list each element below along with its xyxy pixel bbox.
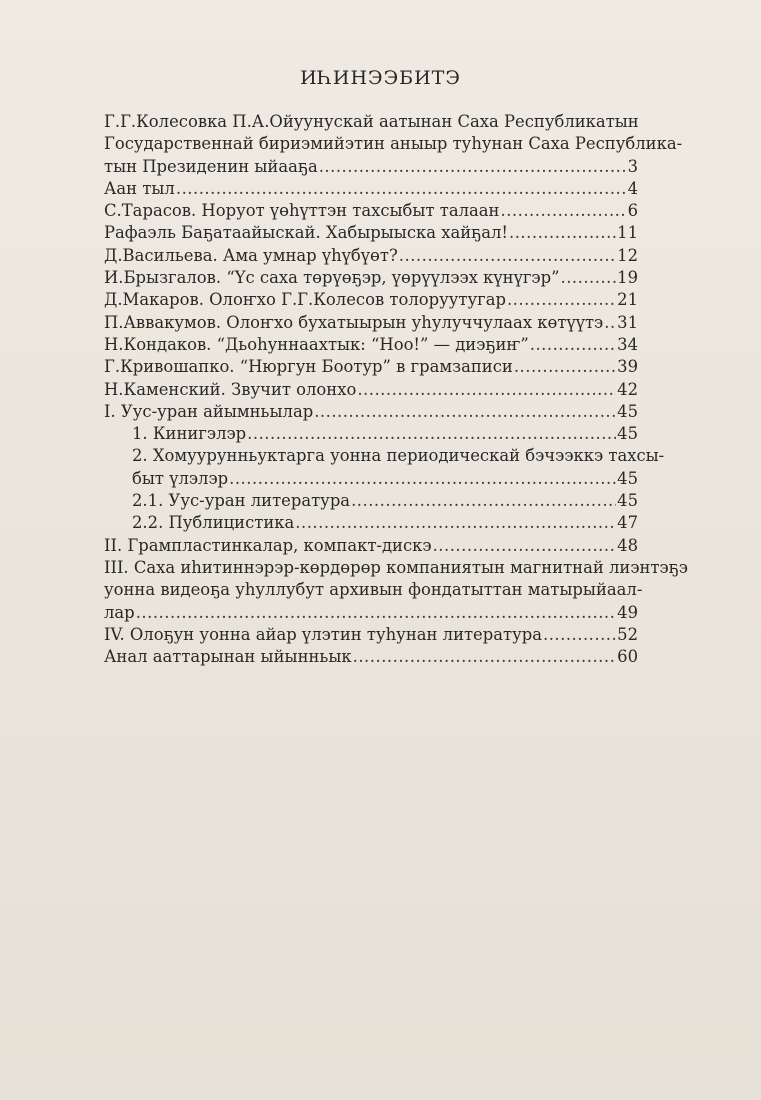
toc-entry-title: I. Уус-уран айымньылар bbox=[104, 401, 314, 421]
toc-page-number: 39 bbox=[617, 357, 638, 377]
toc-leader-dots bbox=[509, 222, 616, 244]
toc-entry-title: II. Грампластинкалар, компакт-дискэ bbox=[104, 535, 432, 555]
toc-entry bbox=[104, 602, 638, 624]
toc-entry bbox=[104, 267, 638, 289]
toc-entry bbox=[104, 312, 638, 334]
toc-page-number: 52 bbox=[617, 624, 638, 644]
toc-entry-title: Д.Васильева. Ама умнар үһүбүөт? bbox=[104, 245, 398, 265]
toc-page-number: 19 bbox=[617, 268, 638, 288]
toc-leader-dots bbox=[319, 156, 627, 178]
toc-page-number: 48 bbox=[617, 535, 638, 555]
toc-page-number: 42 bbox=[617, 379, 638, 399]
toc-entry bbox=[104, 245, 638, 267]
toc-page-number: 12 bbox=[617, 245, 638, 265]
toc-entry bbox=[104, 178, 638, 200]
toc-page-number: 3 bbox=[627, 156, 638, 176]
toc-entry-line: 2. Хомуурунньуктарга уонна периодическай бэчээккэ тахсы- bbox=[132, 446, 665, 466]
toc-page-number: 11 bbox=[617, 223, 638, 243]
toc-entry-title: Н.Каменский. Звучит олонхо bbox=[104, 379, 357, 399]
toc-entry bbox=[104, 401, 638, 423]
toc-entry-line: Г.Г.Колесовка П.А.Ойуунускай аатынан Саха Республикатын bbox=[104, 112, 639, 131]
toc-leader-dots bbox=[176, 178, 627, 200]
toc-entry bbox=[104, 156, 638, 178]
toc-page-number: 45 bbox=[617, 468, 638, 488]
toc-leader-dots bbox=[604, 312, 616, 334]
toc-entry-title: 2.2. Публицистика bbox=[132, 513, 295, 533]
toc-leader-dots bbox=[399, 245, 616, 267]
toc-leader-dots bbox=[353, 646, 617, 668]
toc-page-number: 47 bbox=[617, 513, 638, 533]
toc-entry bbox=[104, 468, 638, 490]
toc-entry-title: тын Президенин ыйааҕа bbox=[104, 156, 318, 176]
toc-entry bbox=[104, 490, 638, 512]
toc-entry-title: 2.1. Уус-уран литература bbox=[132, 491, 351, 511]
toc-leader-dots bbox=[314, 401, 616, 423]
toc-entry-title: Н.Кондаков. “Дьоһуннаахтык: “Ноо!” — диэҕиҥ” bbox=[104, 334, 529, 354]
table-of-contents bbox=[104, 111, 688, 668]
toc-leader-dots bbox=[357, 379, 616, 401]
toc-leader-dots bbox=[507, 289, 616, 311]
toc-leader-dots bbox=[351, 490, 616, 512]
toc-entry-title: Аан тыл bbox=[104, 178, 175, 198]
toc-entry bbox=[104, 356, 638, 378]
toc-leader-dots bbox=[514, 356, 616, 378]
toc-page-number: 49 bbox=[617, 602, 638, 622]
toc-entry-title: П.Аввакумов. Олоҥхо бухатыырын уһулуччулаах көтүүтэ bbox=[104, 312, 604, 332]
toc-entry-title: Анал ааттарынан ыйынньык bbox=[104, 647, 352, 667]
toc-page-number: 60 bbox=[617, 647, 638, 667]
toc-entry bbox=[104, 624, 638, 646]
toc-entry bbox=[104, 512, 638, 534]
toc-entry-line: III. Саха иһитиннэрэр-көрдөрөр компаниятын магнитнай лиэнтэҕэ bbox=[104, 557, 688, 577]
toc-entry-title: Г.Кривошапко. “Нюргун Боотур” в грамзаписи bbox=[104, 357, 513, 377]
toc-page-number: 4 bbox=[627, 178, 638, 198]
toc-leader-dots bbox=[247, 423, 616, 445]
toc-entry bbox=[104, 200, 638, 222]
toc-page-number: 21 bbox=[617, 290, 638, 310]
toc-entry-line: уонна видеоҕа уһуллубут архивын фондатыттан матырыйаал- bbox=[104, 580, 643, 600]
page-title: ИҺИНЭЭБИТЭ bbox=[300, 67, 461, 89]
toc-leader-dots bbox=[500, 200, 626, 222]
toc-page-number: 34 bbox=[617, 334, 638, 354]
toc-entry bbox=[104, 222, 638, 244]
toc-page-number: 45 bbox=[617, 401, 638, 421]
toc-page-number: 45 bbox=[617, 424, 638, 444]
toc-entry-title: И.Брызгалов. “Үс саха төрүөҕэр, үөрүүлээх күнүгэр” bbox=[104, 268, 560, 288]
toc-page-number: 45 bbox=[617, 491, 638, 511]
toc-leader-dots bbox=[136, 602, 616, 624]
toc-leader-dots bbox=[295, 512, 616, 534]
toc-entry-title: Рафаэль Баҕатаайыскай. Хабырыыска хайҕал! bbox=[104, 223, 509, 243]
toc-leader-dots bbox=[433, 535, 617, 557]
toc-entry bbox=[104, 289, 638, 311]
toc-leader-dots bbox=[530, 334, 616, 356]
toc-entry bbox=[104, 535, 638, 557]
toc-entry-title: 1. Кинигэлэр bbox=[132, 424, 247, 444]
toc-entry-line: Государственнай бириэмийэтин аныыр туһунан Саха Республика- bbox=[104, 134, 683, 154]
toc-leader-dots bbox=[543, 624, 616, 646]
toc-entry bbox=[104, 646, 638, 668]
toc-entry bbox=[104, 334, 638, 356]
toc-entry-title: С.Тарасов. Норуот үөһүттэн тахсыбыт талаан bbox=[104, 201, 500, 221]
toc-entry-title: IV. Oлоҕун уонна айар үлэтин туһунан литература bbox=[104, 624, 542, 644]
toc-leader-dots bbox=[229, 468, 616, 490]
toc-page-number: 31 bbox=[617, 312, 638, 332]
toc-entry-title: лар bbox=[104, 602, 135, 622]
toc-leader-dots bbox=[560, 267, 616, 289]
toc-entry-title: быт үлэлэр bbox=[132, 468, 229, 488]
toc-entry bbox=[104, 423, 638, 445]
toc-entry-title: Д.Макаров. Олоҥхо Г.Г.Колесов толоруутугар bbox=[104, 290, 506, 310]
toc-page-number: 6 bbox=[627, 201, 638, 221]
toc-entry bbox=[104, 379, 638, 401]
